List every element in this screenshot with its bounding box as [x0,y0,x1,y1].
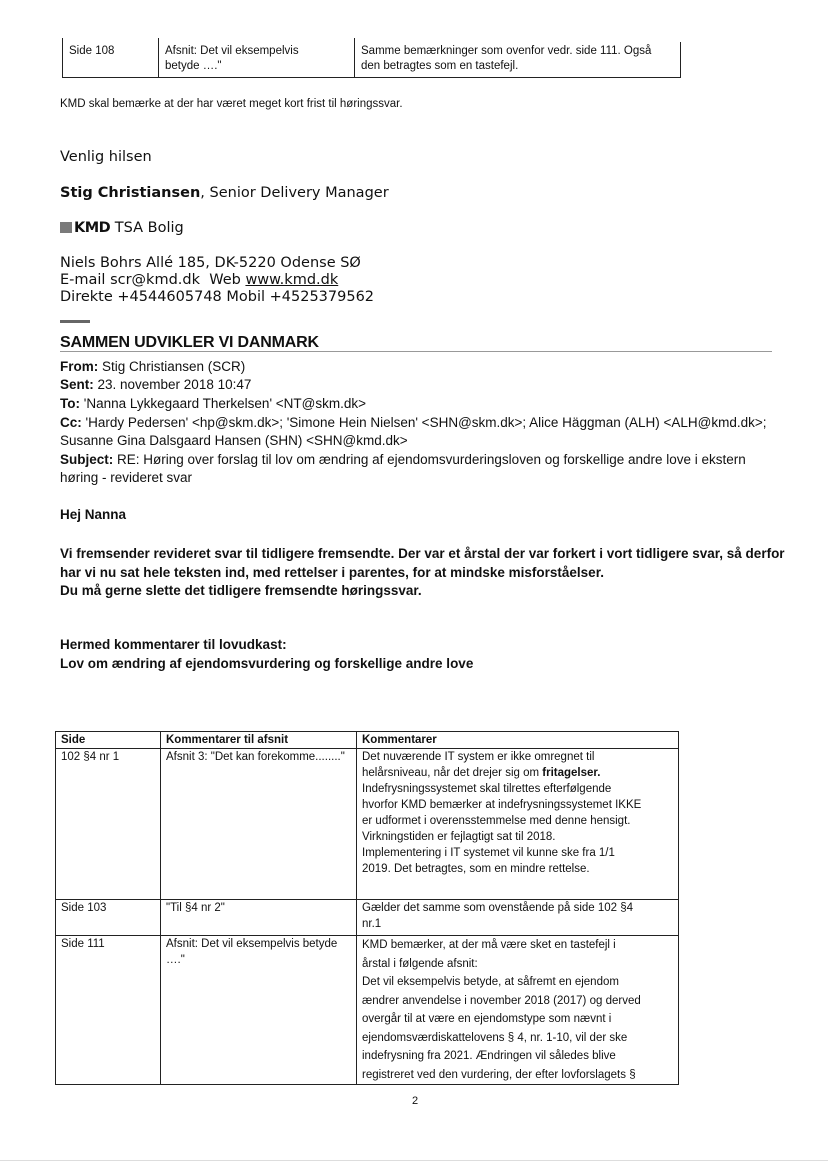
from-label: From: [60,359,99,374]
to-value: 'Nanna Lykkegaard Therkelsen' <NT@skm.dk> [80,396,366,411]
signature-title: , Senior Delivery Manager [200,185,389,201]
body-para-line3: Du må gerne slette det tidligere fremsendte høringssvar. [60,583,422,598]
row1-afsnit: Afsnit 3: "Det kan forekomme........" [161,749,357,900]
row1-line: 2019. Det betragtes, som en mindre rettelse. [362,863,590,875]
cc-value-line1: 'Hardy Pedersen' <hp@skm.dk>; 'Simone Hein Nielsen' <SHN@skm.dk>; Alice Häggman (ALH) <ALH@kmd.dk>; [81,415,767,430]
table-header-row [56,732,679,749]
signature-address: Niels Bohrs Allé 185, DK-5220 Odense SØ [60,255,361,271]
signature-name-line [60,185,389,201]
row2-afsnit: "Til §4 nr 2" [161,900,357,936]
signature-slogan: SAMMEN UDVIKLER VI DANMARK [60,334,319,351]
email-header-divider [60,351,772,352]
email-cc [60,414,766,432]
signature-web-link[interactable]: www.kmd.dk [245,272,339,288]
page-bottom-edge [0,1160,828,1161]
kmd-logo-text: KMD [74,220,111,236]
row1-line: Virkningstiden er fejlagtigt sat til 2018. [362,831,556,843]
signature-company-line [60,220,184,236]
row1-line: helårsniveau, når det drejer sig om fritagelser. [362,767,601,779]
table-row [56,936,679,1085]
comments-heading: Hermed kommentarer til lovudkast: [60,637,287,652]
salutation: Hej Nanna [60,507,127,522]
top-table-afsnit-text: Afsnit: Det vil eksempelvis betyde …." [165,45,299,72]
signature-phone: Direkte +4544605748 Mobil +4525379562 [60,289,375,305]
row3-line: registreret ved den vurdering, der efter lovforslagets § [362,1068,636,1081]
row1-line: er udformet i overensstemmelse med denne hensigt. [362,815,631,827]
row3-line: ejendomsværdiskattelovens § 4, nr. 1-10, vil der ske [362,1031,628,1044]
header-side: Side [56,732,161,749]
cc-label: Cc: [60,415,82,430]
row3-line: KMD bemærker, at der må være sket en tastefejl i [362,939,616,951]
law-heading: Lov om ændring af ejendomsvurdering og forskellige andre love [60,656,474,671]
row2-side: Side 103 [56,900,161,936]
row3-line: ændrer anvendelse i november 2018 (2017) og derved [362,994,641,1007]
email-sent [60,376,251,394]
row3-line: Det vil eksempelvis betyde, at såfremt en ejendom [362,976,619,988]
email-from [60,358,245,376]
subject-value-line1: RE: Høring over forslag til lov om ændring af ejendomsvurderingsloven og forskellige andre love i ekstern [113,452,746,467]
kmd-logo-icon [60,222,72,233]
header-kommentarer: Kommentarer [357,732,679,749]
signature-rule [60,320,90,323]
body-para-line2: har vi nu sat hele teksten ind, med rettelser i parentes, for at mindske misforståelser. [60,565,604,580]
from-value: Stig Christiansen (SCR) [98,359,246,374]
row1-side: 102 §4 nr 1 [56,749,161,900]
subject-label: Subject: [60,452,114,467]
top-table-cell-comment [354,38,680,78]
email-subject [60,451,746,469]
signature-email: E-mail scr@kmd.dk Web [60,272,246,288]
signature-contact-line [60,272,338,288]
signature-name: Stig Christiansen [60,185,201,201]
row3-afsnit: Afsnit: Det vil eksempelvis betyde …." [161,936,357,1085]
page-number: 2 [412,1095,419,1107]
top-table-cell-side [62,38,158,78]
row2-line: Gælder det samme som ovenstående på side 102 §4 [362,902,634,914]
row1-comment [357,749,679,900]
top-table-bottom-border [62,77,681,78]
signature-department: TSA Bolig [110,220,184,236]
top-table-side-text: Side 108 [69,45,115,57]
to-label: To: [60,396,80,411]
top-table-cell-afsnit [158,38,354,78]
cc-value-line2: Susanne Gina Dalsgaard Hansen (SHN) <SHN@kmd.dk> [60,433,408,448]
table-row [56,749,679,900]
row3-line: indefrysning fra 2021. Ændringen vil således blive [362,1050,616,1062]
row3-line: overgår til at være en ejendomstype som nævnt i [362,1013,612,1025]
row3-line: årstal i følgende afsnit: [362,957,478,970]
top-table-right-border [680,42,681,78]
row1-line: Implementering i IT systemet vil kunne ske fra 1/1 [362,847,615,859]
row1-bold-word: fritagelser. [542,767,601,779]
row3-comment [357,936,679,1085]
sent-value: 23. november 2018 10:47 [93,377,252,392]
comments-table [55,731,679,1085]
body-para-line1: Vi fremsender revideret svar til tidligere fremsendte. Der var et årstal der var forkert i vort tidligere svar, så derfor [60,546,785,561]
row1-line: Det nuværende IT system er ikke omregnet til [362,751,595,763]
deadline-note: KMD skal bemærke at der har været meget kort frist til høringssvar. [60,98,403,110]
signature-greeting: Venlig hilsen [60,149,152,165]
top-table-comment-text: Samme bemærkninger som ovenfor vedr. side 111. Også den betragtes som en tastefejl. [361,45,652,72]
row2-line: nr.1 [362,918,382,930]
email-to [60,395,366,413]
row2-comment [357,900,679,936]
header-afsnit: Kommentarer til afsnit [161,732,357,749]
row1-line: Indefrysningssystemet skal tilrettes efterfølgende [362,783,612,795]
sent-label: Sent: [60,377,94,392]
subject-value-line2: høring - revideret svar [60,470,193,485]
table-row [56,900,679,936]
row1-line: hvorfor KMD bemærker at indefrysningssystemet IKKE [362,799,642,811]
row3-side: Side 111 [56,936,161,1085]
